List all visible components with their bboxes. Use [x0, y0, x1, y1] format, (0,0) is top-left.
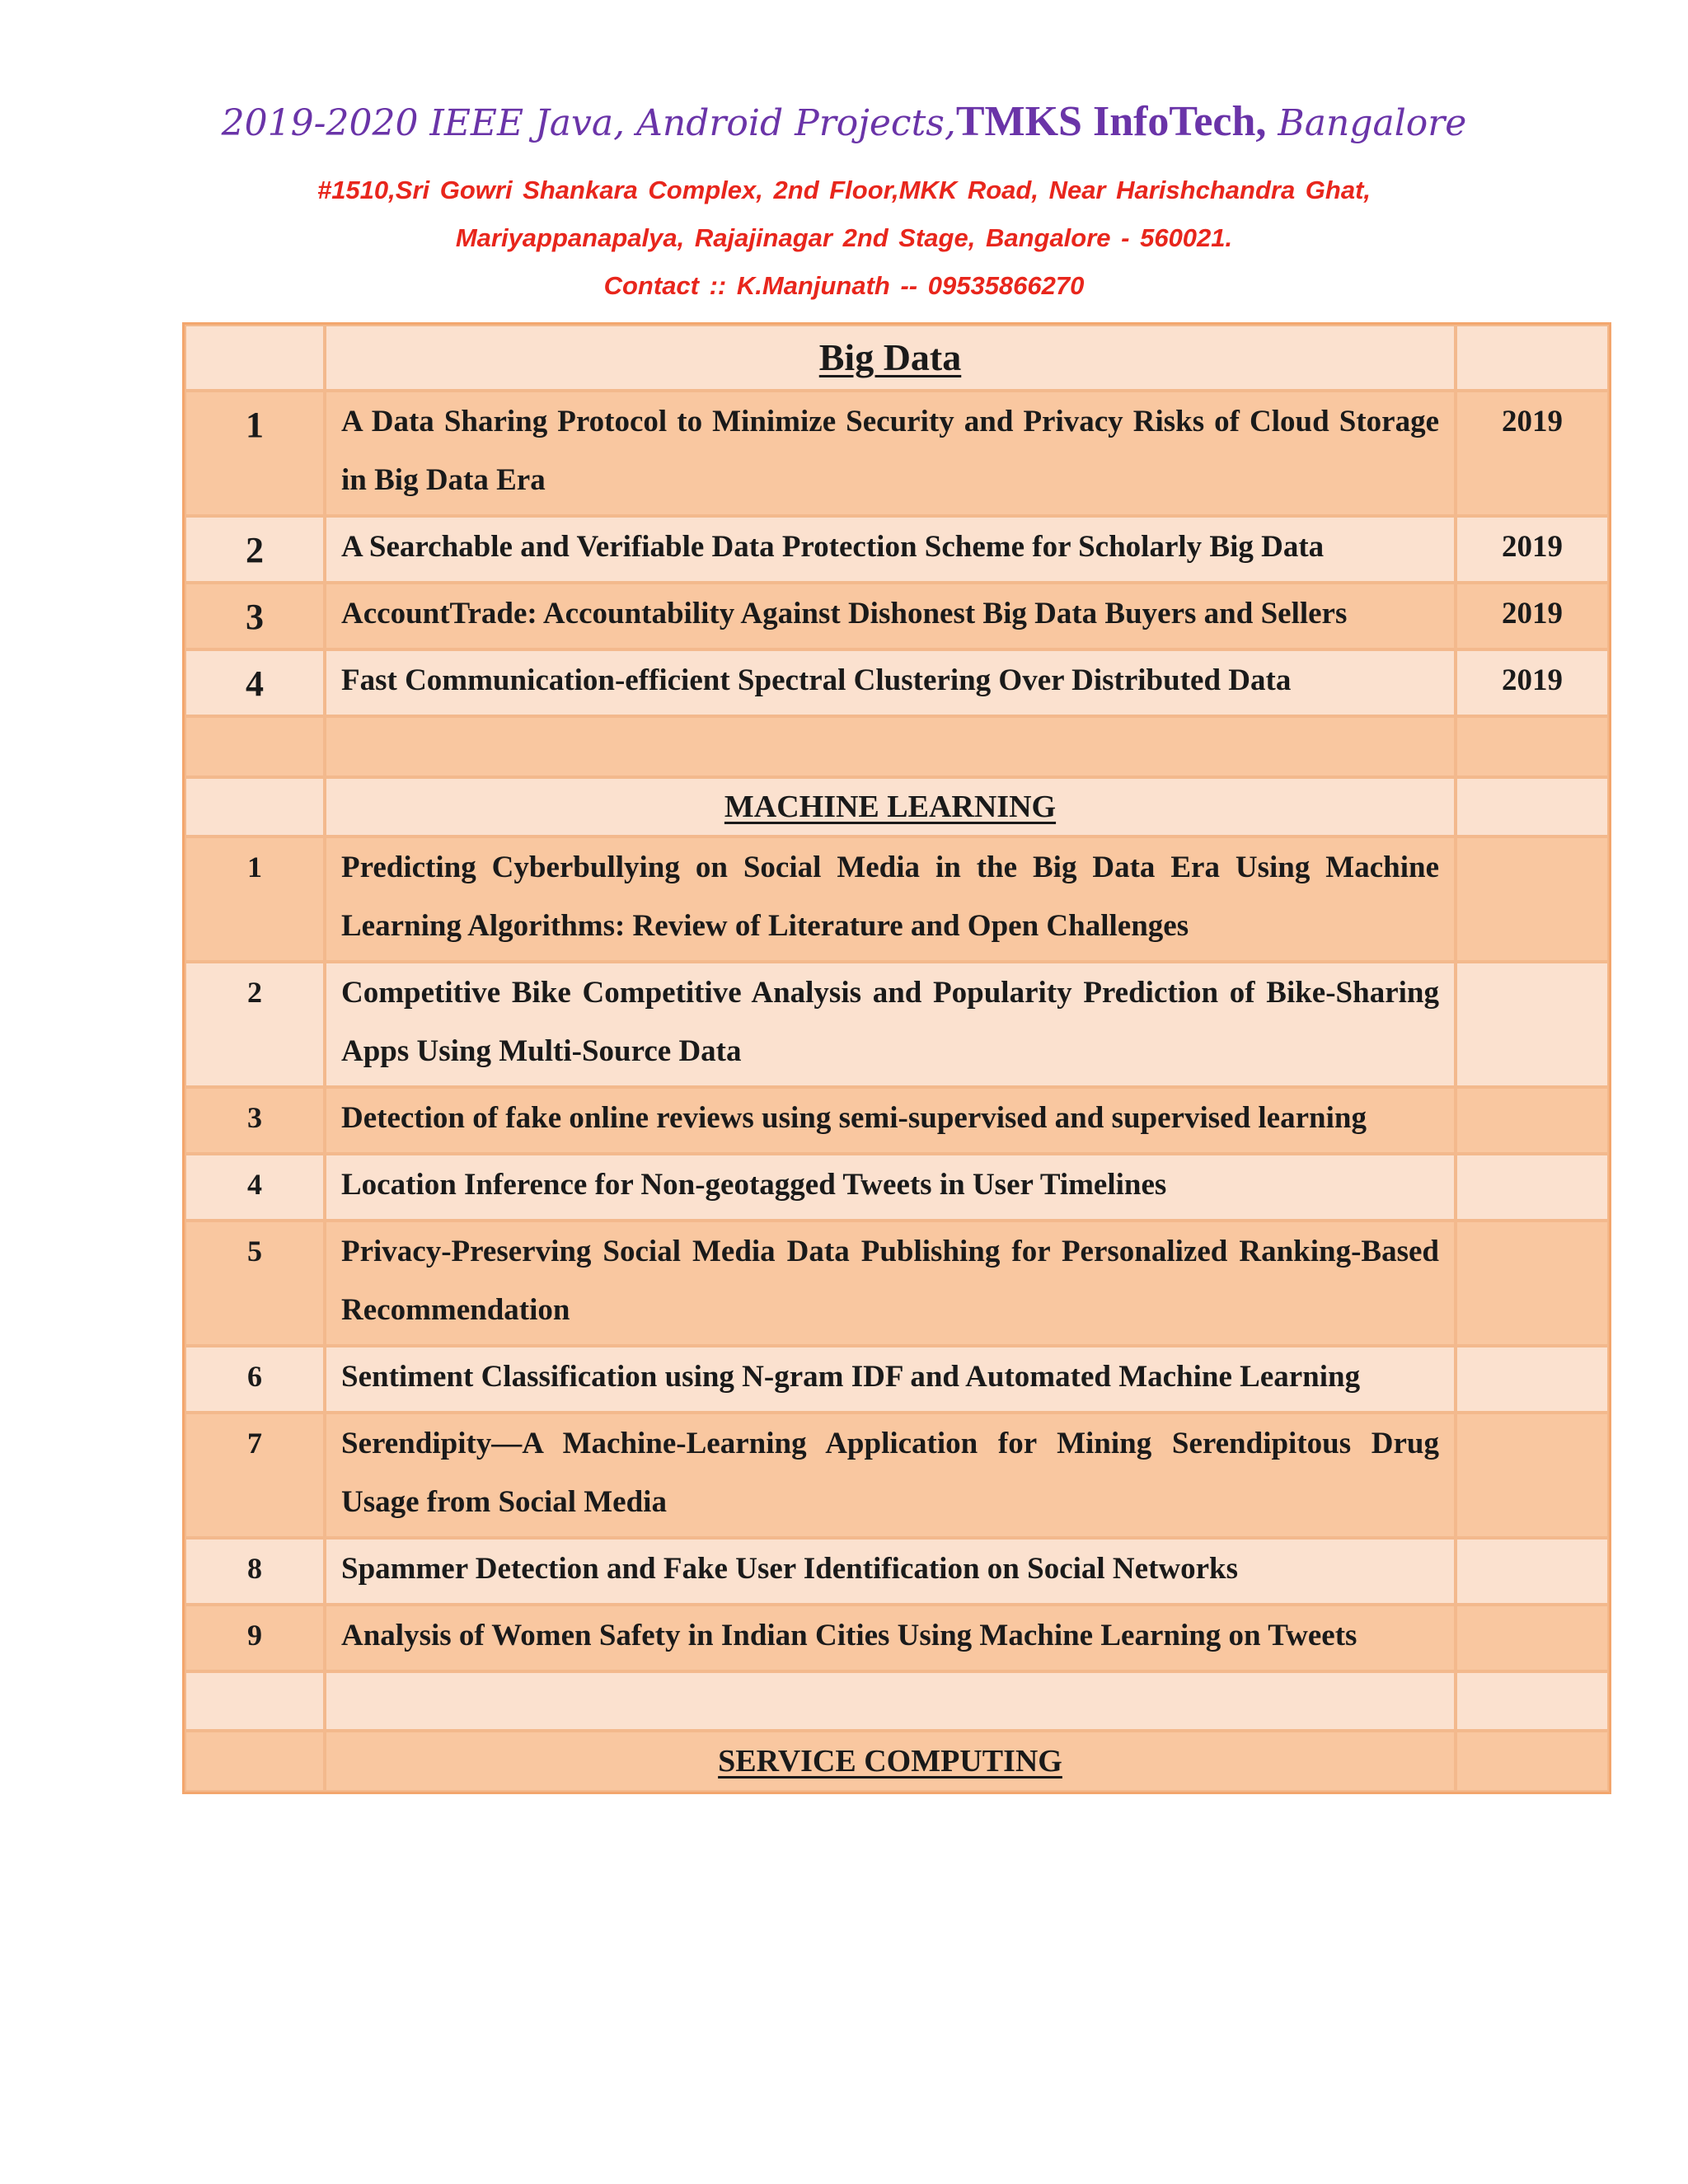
empty-cell [1456, 1538, 1609, 1605]
section-header-row [185, 325, 1609, 391]
table-row [185, 1538, 1609, 1605]
section-title-service-computing: SERVICE COMPUTING [325, 1731, 1456, 1792]
empty-cell [1456, 1087, 1609, 1154]
row-number: 3 [185, 1087, 325, 1154]
contact-line: Contact :: K.Manjunath -- 09535866270 [603, 271, 1085, 300]
page-title [0, 97, 1688, 148]
empty-cell [1456, 1605, 1609, 1671]
project-title: Predicting Cyberbullying on Social Media in the Big Data Era Using Machine Learning Algorithms: Review of Literature and Open Challenges [325, 837, 1456, 962]
table-row [185, 837, 1609, 962]
row-number: 1 [185, 391, 325, 516]
project-title: A Searchable and Verifiable Data Protection Scheme for Scholarly Big Data [325, 516, 1456, 583]
table-row [185, 583, 1609, 649]
row-number: 3 [185, 583, 325, 649]
empty-cell [1456, 1221, 1609, 1346]
row-number: 2 [185, 516, 325, 583]
empty-cell [185, 716, 325, 777]
empty-cell [1456, 1671, 1609, 1731]
empty-cell [1456, 777, 1609, 837]
title-part-company: TMKS InfoTech, [955, 98, 1267, 145]
row-number: 2 [185, 962, 325, 1087]
table-row [185, 1154, 1609, 1221]
empty-cell [1456, 325, 1609, 391]
project-title: Competitive Bike Competitive Analysis and Popularity Prediction of Bike-Sharing Apps Using Multi-Source Data [325, 962, 1456, 1087]
empty-cell [325, 716, 1456, 777]
table-row [185, 1087, 1609, 1154]
project-title: Spammer Detection and Fake User Identification on Social Networks [325, 1538, 1456, 1605]
row-number: 4 [185, 1154, 325, 1221]
spacer-row [185, 1671, 1609, 1731]
empty-cell [1456, 837, 1609, 962]
project-title: A Data Sharing Protocol to Minimize Security and Privacy Risks of Cloud Storage in Big Data Era [325, 391, 1456, 516]
address-line-2: Mariyappanapalya, Rajajinagar 2nd Stage, Bangalore - 560021. [455, 223, 1233, 252]
table-row [185, 962, 1609, 1087]
table-row [185, 1221, 1609, 1346]
project-year: 2019 [1456, 391, 1609, 516]
project-title: Detection of fake online reviews using semi-supervised and supervised learning [325, 1087, 1456, 1154]
project-title: Location Inference for Non-geotagged Tweets in User Timelines [325, 1154, 1456, 1221]
project-year: 2019 [1456, 516, 1609, 583]
empty-cell [1456, 962, 1609, 1087]
project-year: 2019 [1456, 649, 1609, 716]
section-title-big-data: Big Data [325, 325, 1456, 391]
empty-cell [1456, 1731, 1609, 1792]
document-header [0, 97, 1688, 310]
row-number: 9 [185, 1605, 325, 1671]
empty-cell [325, 1671, 1456, 1731]
table-row [185, 1346, 1609, 1413]
empty-cell [1456, 716, 1609, 777]
spacer-row [185, 716, 1609, 777]
section-title-machine-learning: MACHINE LEARNING [325, 777, 1456, 837]
title-part-projects: 2019-2020 IEEE Java, Android Projects, [221, 102, 956, 144]
empty-cell [1456, 1346, 1609, 1413]
row-number: 4 [185, 649, 325, 716]
empty-cell [185, 1731, 325, 1792]
empty-cell [185, 777, 325, 837]
table-row [185, 391, 1609, 516]
row-number: 1 [185, 837, 325, 962]
table-row [185, 1413, 1609, 1538]
project-title: Fast Communication-efficient Spectral Clustering Over Distributed Data [325, 649, 1456, 716]
table-row [185, 1605, 1609, 1671]
address-line-1: #1510,Sri Gowri Shankara Complex, 2nd Floor,MKK Road, Near Harishchandra Ghat, [316, 176, 1372, 204]
table-row [185, 516, 1609, 583]
section-header-row [185, 777, 1609, 837]
empty-cell [1456, 1154, 1609, 1221]
projects-table [182, 322, 1611, 1794]
row-number: 8 [185, 1538, 325, 1605]
empty-cell [185, 1671, 325, 1731]
empty-cell [1456, 1413, 1609, 1538]
section-header-row [185, 1731, 1609, 1792]
project-title: Privacy-Preserving Social Media Data Publishing for Personalized Ranking-Based Recommendation [325, 1221, 1456, 1346]
project-title: Sentiment Classification using N-gram IDF and Automated Machine Learning [325, 1346, 1456, 1413]
title-part-city: Bangalore [1266, 102, 1467, 144]
project-title: Analysis of Women Safety in Indian Cities Using Machine Learning on Tweets [325, 1605, 1456, 1671]
project-year: 2019 [1456, 583, 1609, 649]
project-title: Serendipity—A Machine-Learning Application for Mining Serendipitous Drug Usage from Social Media [325, 1413, 1456, 1538]
empty-cell [185, 325, 325, 391]
project-title: AccountTrade: Accountability Against Dishonest Big Data Buyers and Sellers [325, 583, 1456, 649]
table-row [185, 649, 1609, 716]
row-number: 5 [185, 1221, 325, 1346]
row-number: 6 [185, 1346, 325, 1413]
row-number: 7 [185, 1413, 325, 1538]
